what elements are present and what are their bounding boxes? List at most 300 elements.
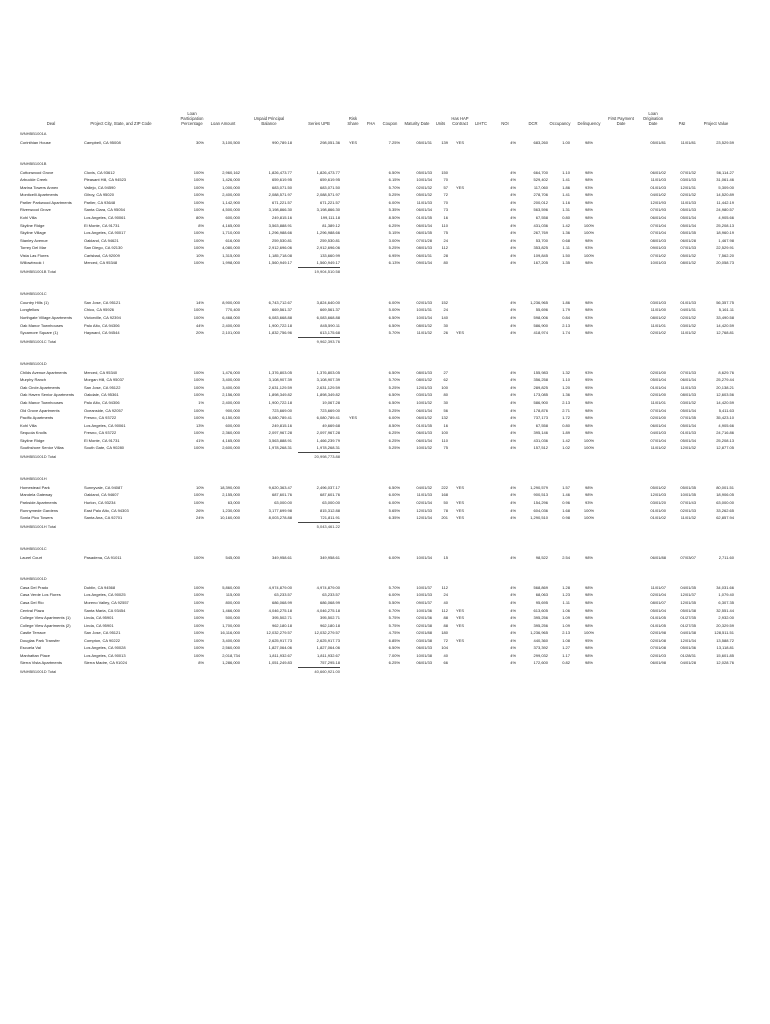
cell-loan: 600,000 — [225, 422, 240, 428]
cell-dcr: 67,558 — [535, 422, 548, 428]
cell-name: Longfellow — [20, 307, 40, 313]
cell-name: Runnymede Gardens — [20, 507, 59, 513]
cell-upb: 2,631,129.59 — [268, 384, 292, 390]
cell-value: 4,905.66 — [718, 214, 734, 220]
cell-dcr: 1,236,965 — [530, 299, 548, 305]
cell-loan: 1,476,000 — [222, 369, 240, 375]
cell-city: El Monte, CA 91731 — [84, 437, 120, 443]
cell-dcr: 440,360 — [533, 637, 548, 643]
cell-occ: 1.00 — [562, 139, 570, 145]
cell-maturity: 10/01/34 — [416, 554, 432, 560]
cell-noi: 4% — [510, 392, 516, 398]
cell-units: 15 — [443, 554, 448, 560]
cell-coupon: 6.50% — [388, 484, 400, 490]
cell-pi: 03/01/32 — [680, 322, 696, 328]
cell-city: Santa Clara, CA 95054 — [84, 207, 125, 213]
cell-city: El Monte, CA 91731 — [84, 222, 120, 228]
cell-noi: 4% — [510, 607, 516, 613]
header-loan-origination-date: Loan Origination Date — [642, 111, 664, 126]
cell-lod: 02/01/04 — [650, 592, 666, 598]
cell-occ: 1.42 — [562, 222, 570, 228]
cell-upb: 395,502.71 — [271, 615, 292, 621]
cell-lod: 01/01/00 — [650, 507, 666, 513]
cell-name: College View Apartments (1) — [20, 615, 71, 621]
cell-upb: 1,185,718.08 — [268, 252, 292, 258]
cell-series: 686,068.99 — [319, 599, 340, 605]
group-deal-id: WNHBB1001C — [20, 546, 47, 552]
cell-loan: 500,000 — [225, 615, 240, 621]
table-header — [0, 111, 770, 126]
cell-coupon: 6.15% — [388, 177, 400, 183]
cell-series: 4,046,275.18 — [316, 607, 340, 613]
cell-delinq: 98% — [584, 584, 593, 590]
cell-upb: 12,032,279.57 — [266, 630, 292, 636]
cell-dcr: 598,006 — [533, 315, 548, 320]
cell-occ: 2.54 — [562, 554, 570, 560]
cell-series: 1,466,239.79 — [316, 437, 340, 443]
table-row — [0, 399, 770, 406]
cell-city: Parlier, CA 93648 — [84, 199, 116, 205]
cell-occ: 0.98 — [562, 515, 570, 521]
cell-loan: 2,600,000 — [222, 445, 240, 451]
cell-dcr: 98,522 — [535, 554, 548, 560]
cell-delinq: 93% — [584, 315, 593, 320]
group-deal-id: WNHBB1001D — [20, 361, 47, 367]
cell-pi: 11/01/33 — [680, 384, 696, 390]
cell-maturity: 08/01/32 — [416, 377, 432, 383]
cell-pi: 11/01/33 — [680, 199, 696, 205]
cell-maturity: 06/01/34 — [416, 407, 432, 413]
cell-hap: YES — [455, 515, 464, 521]
cell-name: Sycamore Square (1) — [20, 330, 59, 336]
cell-value: 34,031.66 — [716, 584, 734, 590]
cell-value: 14,420.59 — [716, 322, 734, 328]
cell-loan: 545,000 — [225, 554, 240, 560]
cell-upb: 3,108,907.39 — [268, 377, 292, 383]
cell-coupon: 5.75% — [388, 615, 400, 621]
cell-dcr: 267,769 — [533, 230, 548, 236]
cell-noi: 4% — [510, 554, 516, 560]
header-delinquency: Delinquency — [577, 121, 601, 126]
cell-series: 687,601.76 — [319, 492, 340, 498]
header-coupon: Coupon — [382, 121, 398, 126]
cell-loan: 2,101,000 — [222, 330, 240, 336]
cell-units: 75 — [443, 230, 448, 236]
cell-name: Kohl Villa — [20, 214, 37, 220]
cell-name: Old Grove Apartments — [20, 407, 60, 413]
cell-pi: 05/01/34 — [680, 422, 696, 428]
cell-delinq: 98% — [584, 422, 593, 428]
cell-occ: 1.32 — [562, 369, 570, 375]
cell-series: 1,296,988.66 — [316, 230, 340, 236]
cell-series: 1,811,932.67 — [316, 652, 340, 658]
cell-loan: 63,000 — [227, 500, 240, 505]
cell-city: Sunnyvale, CA 94087 — [84, 484, 123, 490]
cell-occ: 1.79 — [562, 307, 570, 313]
cell-value: 24,980.57 — [716, 207, 734, 213]
cell-lod: 07/01/04 — [650, 222, 666, 228]
cell-value: 56,357.75 — [716, 299, 734, 305]
group-total-row — [0, 338, 770, 345]
cell-delinq: 98% — [584, 492, 593, 498]
cell-city: South Gate, CA 90280 — [84, 445, 125, 451]
cell-delinq: 98% — [584, 407, 593, 413]
cell-value: 33,490.58 — [716, 315, 734, 320]
cell-dcr: 604,036 — [533, 507, 548, 513]
table-row — [0, 437, 770, 444]
cell-dcr: 167,205 — [533, 260, 548, 266]
cell-occ: 2.13 — [562, 399, 570, 405]
cell-upb: 3,198,866.30 — [268, 207, 292, 213]
cell-series: 1,560,949.17 — [316, 260, 340, 266]
cell-occ: 1.28 — [562, 584, 570, 590]
cell-pi: 01/01/33 — [680, 430, 696, 436]
cell-pi: 06/01/28 — [680, 237, 696, 243]
cell-pi: 12/01/37 — [680, 592, 696, 598]
cell-name: Vista Las Flores — [20, 252, 49, 258]
table-row — [0, 191, 770, 198]
cell-pct: 30% — [195, 139, 204, 145]
cell-coupon: 6.50% — [388, 322, 400, 328]
cell-delinq: 98% — [584, 430, 593, 436]
cell-risk: YES — [348, 139, 357, 145]
cell-value: 24,716.86 — [716, 430, 734, 436]
cell-dcr: 200,012 — [533, 199, 548, 205]
cell-value: 8,629.76 — [718, 369, 734, 375]
cell-name: Oak Circle Apartments — [20, 384, 61, 390]
cell-series: 1,826,473.77 — [316, 169, 340, 175]
cell-units: 30 — [443, 399, 448, 405]
cell-pct: 100% — [193, 492, 204, 498]
cell-lod: 03/01/20 — [650, 500, 666, 505]
cell-name: Sequoia Knolls — [20, 430, 47, 436]
header-dcr: DCR — [528, 121, 538, 126]
cell-pct: 100% — [193, 445, 204, 451]
cell-maturity: 10/01/31 — [416, 307, 432, 313]
cell-city: Pasadena, CA 91011 — [84, 554, 122, 560]
cell-dcr: 1,290,510 — [530, 515, 548, 521]
cell-delinq: 98% — [584, 607, 593, 613]
cell-delinq: 98% — [584, 169, 593, 175]
cell-delinq: 98% — [584, 322, 593, 328]
cell-pi: 08/01/32 — [680, 260, 696, 266]
cell-pi: 11/01/81 — [680, 139, 696, 145]
cell-dcr: 157,512 — [533, 445, 548, 451]
cell-lod: 01/01/03 — [650, 184, 666, 190]
cell-lod: 11/01/07 — [650, 584, 666, 590]
cell-loan: 2,560,000 — [222, 645, 240, 651]
cell-series: 81,389.12 — [322, 222, 340, 228]
cell-coupon: 5.15% — [388, 230, 400, 236]
cell-dcr: 395,256 — [533, 615, 548, 621]
cell-noi: 4% — [510, 369, 516, 375]
cell-pi: 05/01/34 — [680, 437, 696, 443]
cell-name: Country Hills (1) — [20, 299, 49, 305]
cell-noi: 4% — [510, 399, 516, 405]
group-deal-id: WNHBB1001C — [20, 291, 47, 297]
cell-noi: 4% — [510, 407, 516, 413]
cell-loan: 616,000 — [225, 237, 240, 243]
cell-value: 32,551.44 — [716, 607, 734, 613]
cell-occ: 1.86 — [562, 299, 570, 305]
cell-upb: 63,233.57 — [274, 592, 292, 598]
cell-name: Skyline Ridge — [20, 437, 45, 443]
cell-coupon: 5.70% — [388, 584, 400, 590]
cell-units: 30 — [443, 322, 448, 328]
cell-units: 72 — [443, 192, 448, 198]
cell-noi: 4% — [510, 177, 516, 183]
cell-pi: 04/01/31 — [680, 307, 696, 313]
cell-series: 3,824,640.00 — [316, 299, 340, 305]
cell-pct: 100% — [193, 199, 204, 205]
cell-loan: 18,390,000 — [219, 484, 240, 490]
header-units: Units — [435, 121, 446, 126]
cell-city: San Jose, CA 95122 — [84, 384, 121, 390]
cell-upb: 1,832,756.96 — [268, 330, 292, 336]
cell-city: Los Angeles, CA 90028 — [84, 645, 126, 651]
cell-coupon: 5.70% — [388, 377, 400, 383]
cell-pi: 04/01/35 — [680, 584, 696, 590]
cell-loan: 10,160,000 — [219, 515, 240, 521]
table-row — [0, 407, 770, 414]
cell-pct: 10% — [195, 252, 204, 258]
cell-series: 133,660.99 — [319, 252, 340, 258]
cell-upb: 6,080,789.41 — [268, 415, 292, 421]
cell-units: 150 — [441, 169, 448, 175]
cell-lod: 11/01/01 — [650, 399, 666, 405]
cell-loan: 1,710,000 — [222, 230, 240, 236]
cell-maturity: 06/01/35 — [416, 230, 432, 236]
cell-units: 104 — [441, 645, 448, 651]
cell-maturity: 02/01/36 — [416, 615, 432, 621]
cell-delinq: 98% — [584, 599, 593, 605]
cell-lod: 12/01/93 — [650, 199, 666, 205]
cell-occ: 1.16 — [562, 199, 570, 205]
cell-series: 259,530.81 — [319, 237, 340, 243]
cell-name: Willowbrook I — [20, 260, 44, 266]
cell-lod: 05/01/04 — [650, 377, 666, 383]
cell-occ: 1.02 — [562, 445, 570, 451]
cell-coupon: 6.00% — [388, 415, 400, 421]
cell-name: Laurel Court — [20, 554, 43, 560]
table-row — [0, 507, 770, 514]
cell-value: 56,114.27 — [716, 169, 734, 175]
cell-delinq: 95% — [584, 637, 593, 643]
cell-coupon: 5.70% — [388, 330, 400, 336]
cell-pct: 8% — [198, 660, 204, 666]
cell-value: 25,208.13 — [716, 222, 734, 228]
cell-pct: 100% — [193, 207, 204, 213]
cell-upb: 687,601.76 — [271, 492, 292, 498]
cell-units: 180 — [441, 630, 448, 636]
group-total-value: 40,660,921.00 — [314, 668, 340, 674]
cell-upb: 1,376,803.05 — [268, 369, 292, 375]
cell-units: 16 — [443, 214, 448, 220]
cell-dcr: 568,869 — [533, 584, 548, 590]
cell-delinq: 98% — [584, 652, 593, 658]
cell-dcr: 278,706 — [533, 192, 548, 198]
cell-lod: 06/01/98 — [650, 660, 666, 666]
table-row — [0, 591, 770, 598]
cell-series: 6,080,789.41 — [316, 415, 340, 421]
cell-units: 201 — [441, 515, 448, 521]
cell-pct: 100% — [193, 415, 204, 421]
cell-name: Parlier Parkwood Apartments — [20, 199, 72, 205]
cell-series: 395,502.71 — [319, 615, 340, 621]
cell-occ: 1.50 — [562, 252, 570, 258]
cell-units: 152 — [441, 299, 448, 305]
header-project: Project City, State, and ZIP Code — [90, 121, 152, 126]
cell-pct: 26% — [195, 507, 204, 513]
header-fha: FHA — [366, 121, 376, 126]
cell-occ: 1.23 — [562, 592, 570, 598]
cell-lod: 01/01/02 — [650, 515, 666, 521]
cell-name: Riverwood Grove — [20, 207, 51, 213]
cell-lod: 01/01/05 — [650, 615, 666, 621]
cell-pct: 100% — [193, 652, 204, 658]
cell-name: Pacific Apartments — [20, 415, 54, 421]
cell-delinq: 98% — [584, 330, 593, 336]
cell-value: 5,411.63 — [718, 407, 734, 413]
cell-series: 2,097,967.28 — [316, 430, 340, 436]
cell-loan: 2,960,162 — [222, 169, 240, 175]
group-heading — [0, 160, 770, 167]
cell-city: Palo Alto, CA 94306 — [84, 399, 120, 405]
cell-lod: 04/01/02 — [650, 192, 666, 198]
cell-noi: 4% — [510, 299, 516, 305]
cell-maturity: 10/01/36 — [416, 607, 432, 613]
cell-loan: 1,700,000 — [222, 622, 240, 628]
cell-name: Monticelli Apartments — [20, 192, 59, 198]
cell-dcr: 431,036 — [533, 437, 548, 443]
group-total-row — [0, 668, 770, 675]
table-row — [0, 206, 770, 213]
cell-lod: 11/01/03 — [650, 177, 666, 183]
cell-hap: YES — [455, 637, 464, 643]
cell-lod: 08/01/07 — [650, 599, 666, 605]
cell-pct: 41% — [195, 437, 204, 443]
table-row — [0, 499, 770, 506]
cell-maturity: 06/01/34 — [416, 222, 432, 228]
cell-name: Central Plaza — [20, 607, 45, 613]
cell-name: Parkside Apartments — [20, 500, 57, 505]
cell-upb: 1,900,722.18 — [268, 399, 292, 405]
cell-dcr: 109,845 — [533, 252, 548, 258]
cell-upb: 6,083,668.88 — [268, 315, 292, 320]
cell-coupon: 6.50% — [388, 399, 400, 405]
cell-pct: 100% — [193, 384, 204, 390]
cell-delinq: 98% — [584, 622, 593, 628]
cell-coupon: 6.00% — [388, 492, 400, 498]
cell-value: 62,857.94 — [716, 515, 734, 521]
cell-series: 683,071.50 — [319, 184, 340, 190]
cell-delinq: 98% — [584, 415, 593, 421]
table-row — [0, 229, 770, 236]
cell-name: Northgate Village Apartments — [20, 315, 72, 320]
cell-maturity: 06/01/33 — [416, 430, 432, 436]
cell-city: Oceanside, CA 92057 — [84, 407, 123, 413]
cell-maturity: 02/01/32 — [416, 184, 432, 190]
cell-upb: 259,530.81 — [271, 237, 292, 243]
cell-series: 298,051.36 — [319, 139, 340, 145]
cell-city: Morgan Hill, CA 95037 — [84, 377, 125, 383]
cell-dcr: 1,236,965 — [530, 630, 548, 636]
cell-pct: 100% — [193, 307, 204, 313]
cell-pct: 100% — [193, 260, 204, 266]
cell-noi: 4% — [510, 307, 516, 313]
cell-delinq: 98% — [584, 592, 593, 598]
cell-loan: 2,400,000 — [222, 399, 240, 405]
cell-delinq: 100% — [583, 252, 595, 258]
cell-city: San Diego, CA 92130 — [84, 245, 123, 251]
cell-hap: YES — [455, 607, 464, 613]
cell-loan: 2,400,000 — [222, 322, 240, 328]
table-row — [0, 622, 770, 629]
header-first-payment-date: First Payment Date — [608, 116, 634, 126]
cell-maturity: 11/01/32 — [416, 330, 432, 336]
cell-dcr: 529,402 — [533, 177, 548, 183]
cell-series: 962,180.18 — [319, 622, 340, 628]
cell-series: 671,221.57 — [319, 199, 340, 205]
cell-series: 1,978,268.31 — [316, 445, 340, 451]
cell-units: 40 — [443, 652, 448, 658]
cell-value: 63,000.00 — [716, 500, 734, 505]
cell-pi: 01/28/31 — [680, 652, 696, 658]
cell-lod: 06/01/04 — [650, 422, 666, 428]
cell-series: 613,175.68 — [319, 330, 340, 336]
cell-value: 33,262.65 — [716, 507, 734, 513]
cell-occ: 1.17 — [562, 652, 570, 658]
cell-maturity: 05/01/33 — [416, 169, 432, 175]
table-row — [0, 659, 770, 666]
cell-pct: 80% — [195, 214, 204, 220]
cell-units: 112 — [441, 245, 448, 251]
cell-upb: 2,088,571.97 — [268, 192, 292, 198]
table-row — [0, 429, 770, 436]
cell-loan: 2,360,000 — [222, 430, 240, 436]
cell-pi: 07/01/32 — [680, 169, 696, 175]
cell-upb: 4,974,879.00 — [268, 584, 292, 590]
cell-occ: 1.09 — [562, 622, 570, 628]
cell-delinq: 98% — [584, 399, 593, 405]
cell-maturity: 02/01/38 — [416, 622, 432, 628]
group-total-label: WNHBB1001D Total — [20, 453, 57, 459]
cell-name: Skyline Village — [20, 230, 46, 236]
cell-value: 2,932.00 — [718, 615, 734, 621]
cell-units: 75 — [443, 445, 448, 451]
cell-pct: 8% — [198, 222, 204, 228]
cell-upb: 990,789.18 — [271, 139, 292, 145]
cell-maturity: 12/01/33 — [416, 384, 432, 390]
cell-lod: 11/01/00 — [650, 307, 666, 313]
cell-maturity: 04/01/32 — [416, 484, 432, 490]
cell-pi: 07/01/35 — [680, 415, 696, 421]
header-project-value: Project Value — [703, 121, 729, 126]
cell-upb: 1,827,064.06 — [268, 645, 292, 651]
table-row — [0, 384, 770, 391]
cell-value: 14,520.89 — [716, 192, 734, 198]
table-row — [0, 252, 770, 259]
cell-noi: 4% — [510, 214, 516, 220]
cell-coupon: 4.75% — [388, 630, 400, 636]
cell-lod: 06/01/02 — [650, 169, 666, 175]
table-row — [0, 391, 770, 398]
cell-noi: 4% — [510, 330, 516, 336]
table-row — [0, 599, 770, 606]
cell-noi: 4% — [510, 139, 516, 145]
cell-lod: 09/01/03 — [650, 245, 666, 251]
cell-coupon: 6.70% — [388, 607, 400, 613]
